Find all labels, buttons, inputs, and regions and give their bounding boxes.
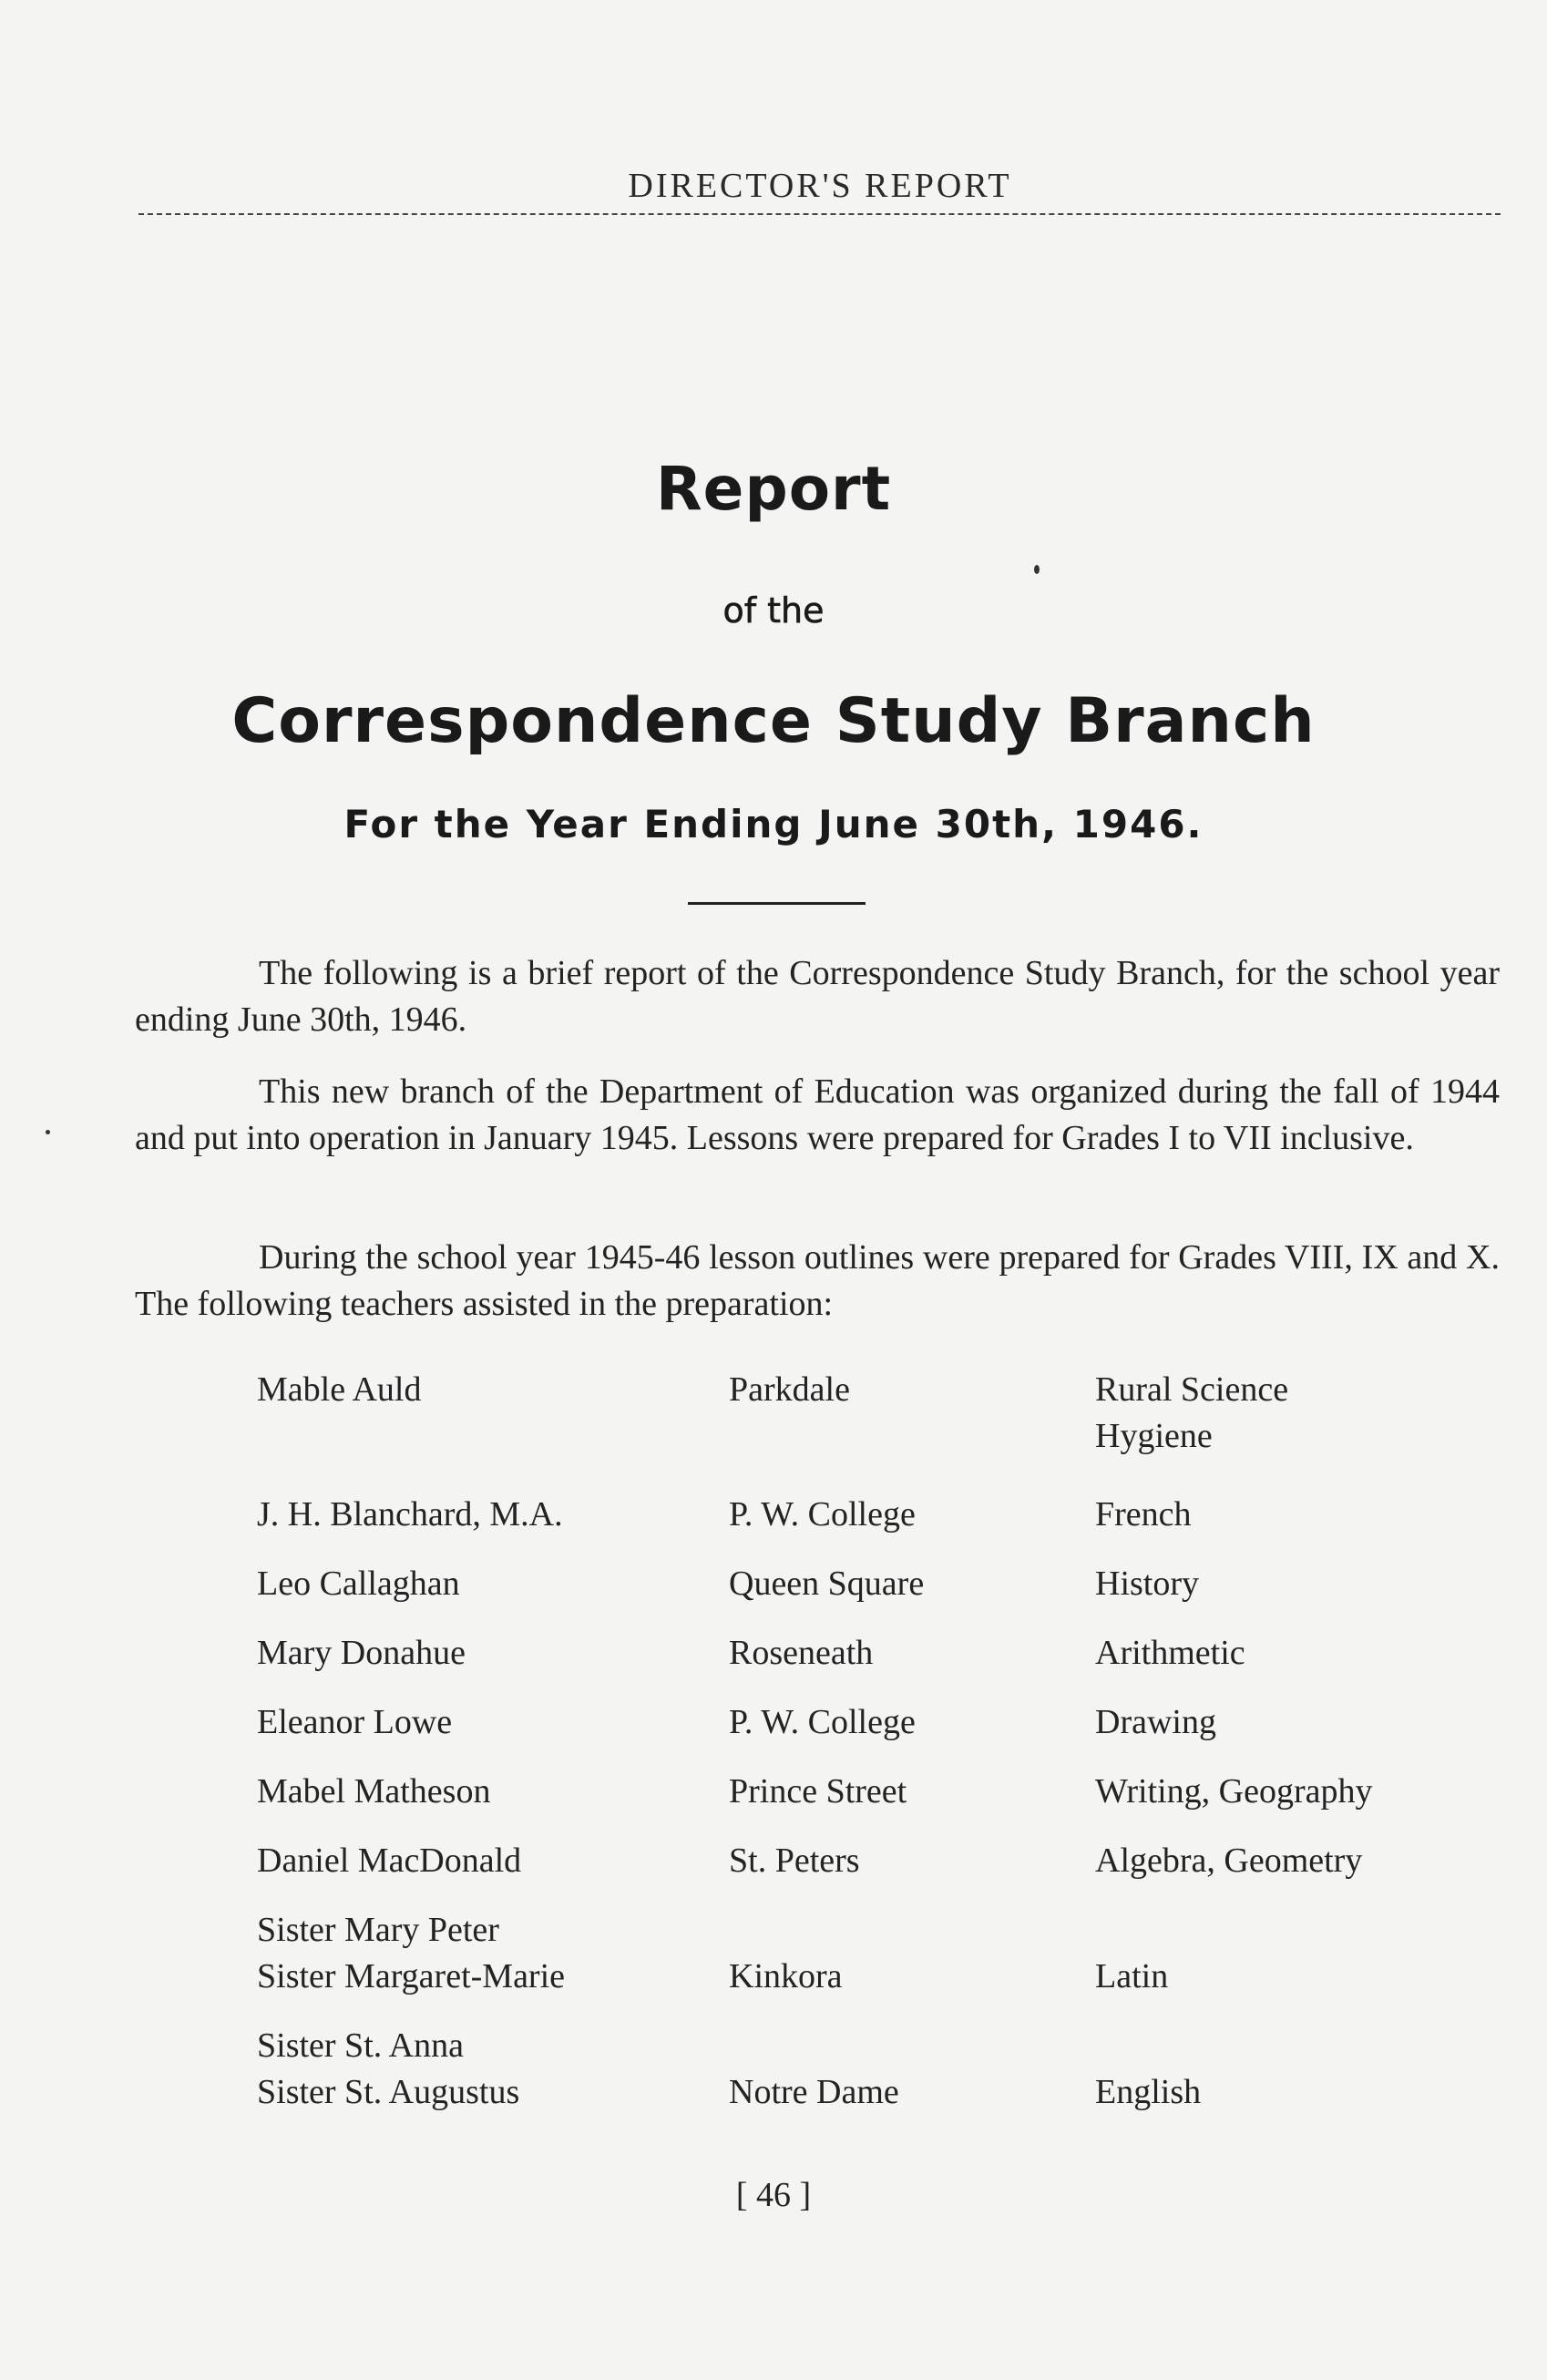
teacher-name	[257, 2023, 729, 2116]
teacher-name: Mable Auld	[257, 1370, 422, 1409]
teacher-school: Kinkora	[729, 1957, 843, 1995]
teacher-subject	[1095, 1367, 1478, 1460]
teacher-school: Notre Dame	[729, 2073, 899, 2111]
ink-speck	[1034, 565, 1040, 574]
teacher-table	[257, 1367, 1478, 2116]
teacher-school: P. W. College	[729, 1703, 916, 1741]
teacher-subject: Latin	[1095, 1957, 1169, 1995]
teacher-name: Mary Donahue	[257, 1634, 466, 1672]
table-row	[257, 1538, 1478, 1607]
page-number: [ 46 ]	[735, 2176, 812, 2214]
running-head: DIRECTOR'S REPORT	[628, 167, 1012, 205]
table-row	[257, 1607, 1478, 1677]
subject-line: Rural Science	[1095, 1370, 1289, 1409]
teacher-subject: Drawing	[1095, 1703, 1216, 1741]
title-report: Report	[655, 454, 892, 524]
teacher-subject: History	[1095, 1564, 1199, 1603]
name-line: Sister St. Anna	[257, 2026, 464, 2065]
teacher-name: Leo Callaghan	[257, 1564, 460, 1603]
teacher-name	[257, 1907, 729, 2000]
teacher-school: Queen Square	[729, 1564, 925, 1603]
teacher-subject: Writing, Geography	[1095, 1772, 1373, 1811]
teacher-subject: Arithmetic	[1095, 1634, 1245, 1672]
teacher-school: St. Peters	[729, 1841, 860, 1880]
title-branch-name: Correspondence Study Branch	[231, 685, 1316, 757]
teacher-subject: English	[1095, 2073, 1202, 2111]
teacher-name: Daniel MacDonald	[257, 1841, 522, 1880]
table-row	[257, 1815, 1478, 1884]
teacher-school: Prince Street	[729, 1772, 907, 1811]
paragraph-preparation: During the school year 1945-46 lesson outlines were prepared for Grades VIII, IX and X. The following teachers assisted in the preparation:	[135, 1238, 1500, 1323]
teacher-school: Parkdale	[729, 1370, 850, 1409]
teacher-school: P. W. College	[729, 1495, 916, 1534]
subject-line: Hygiene	[1095, 1417, 1213, 1455]
teacher-name: J. H. Blanchard, M.A.	[257, 1495, 563, 1534]
table-row	[257, 1677, 1478, 1746]
paragraph-intro: The following is a brief report of the Correspondence Study Branch, for the school year ending June 30th, 1946.	[135, 954, 1500, 1039]
name-line: Sister Mary Peter	[257, 1911, 499, 1949]
title-divider-rule	[688, 902, 866, 905]
header-rule	[138, 213, 1501, 215]
table-row	[257, 1746, 1478, 1815]
teacher-school: Roseneath	[729, 1634, 874, 1672]
teacher-subject: French	[1095, 1495, 1192, 1534]
table-row	[257, 2000, 1478, 2116]
paragraph-organization: This new branch of the Department of Education was organized during the fall of 1944 and put into operation in January 1945. Lessons were prepared for Grades I to VII inclusive.	[135, 1072, 1500, 1157]
margin-speck	[46, 1130, 50, 1134]
table-row	[257, 1884, 1478, 2000]
table-row	[257, 1367, 1478, 1469]
table-row	[257, 1469, 1478, 1538]
teacher-name: Mabel Matheson	[257, 1772, 491, 1811]
name-line: Sister St. Augustus	[257, 2073, 520, 2111]
teacher-name: Eleanor Lowe	[257, 1703, 453, 1741]
title-of-the: of the	[722, 590, 825, 631]
title-year-ending: For the Year Ending June 30th, 1946.	[343, 802, 1204, 846]
teacher-subject: Algebra, Geometry	[1095, 1841, 1363, 1880]
name-line: Sister Margaret-Marie	[257, 1957, 566, 1995]
